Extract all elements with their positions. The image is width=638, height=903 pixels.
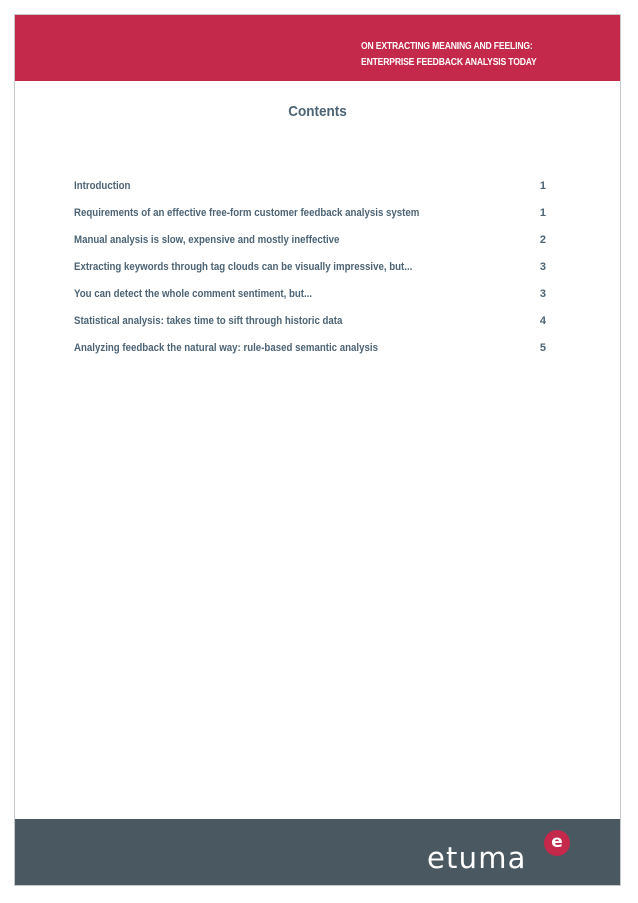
toc-entry-page: 1 xyxy=(539,179,546,192)
toc-entry xyxy=(74,334,546,361)
toc-entry-title: Extracting keywords through tag clouds can be visually impressive, but... xyxy=(74,260,413,273)
toc-entry xyxy=(74,172,546,199)
logo-badge-letter: e xyxy=(551,832,563,852)
document-title-line-1: ON EXTRACTING MEANING AND FEELING: xyxy=(361,41,533,52)
toc-entry xyxy=(74,307,546,334)
etuma-logo xyxy=(427,832,587,877)
table-of-contents xyxy=(74,172,546,361)
logo-badge-icon xyxy=(544,830,570,856)
toc-entry-title: Statistical analysis: takes time to sift through historic data xyxy=(74,314,343,327)
toc-entry-title: You can detect the whole comment sentiment, but... xyxy=(74,287,313,300)
toc-entry-page: 5 xyxy=(539,341,546,354)
toc-entry-page: 3 xyxy=(539,287,546,300)
toc-entry-title: Introduction xyxy=(74,179,131,192)
contents-heading: Contents xyxy=(288,103,347,120)
toc-entry-title: Manual analysis is slow, expensive and mostly ineffective xyxy=(74,233,340,246)
toc-entry xyxy=(74,226,546,253)
document-page xyxy=(14,14,621,886)
header-band xyxy=(15,15,620,81)
toc-entry xyxy=(74,280,546,307)
toc-entry xyxy=(74,199,546,226)
toc-entry-title: Requirements of an effective free-form customer feedback analysis system xyxy=(74,206,420,219)
document-title xyxy=(361,39,537,71)
logo-wordmark: etuma xyxy=(427,841,527,875)
toc-entry-page: 2 xyxy=(539,233,546,246)
toc-entry-page: 1 xyxy=(539,206,546,219)
toc-entry-page: 3 xyxy=(539,260,546,273)
toc-entry-title: Analyzing feedback the natural way: rule-based semantic analysis xyxy=(74,341,378,354)
document-title-line-2: ENTERPRISE FEEDBACK ANALYSIS TODAY xyxy=(361,57,537,68)
toc-entry xyxy=(74,253,546,280)
toc-entry-page: 4 xyxy=(539,314,546,327)
footer-band xyxy=(15,819,620,885)
